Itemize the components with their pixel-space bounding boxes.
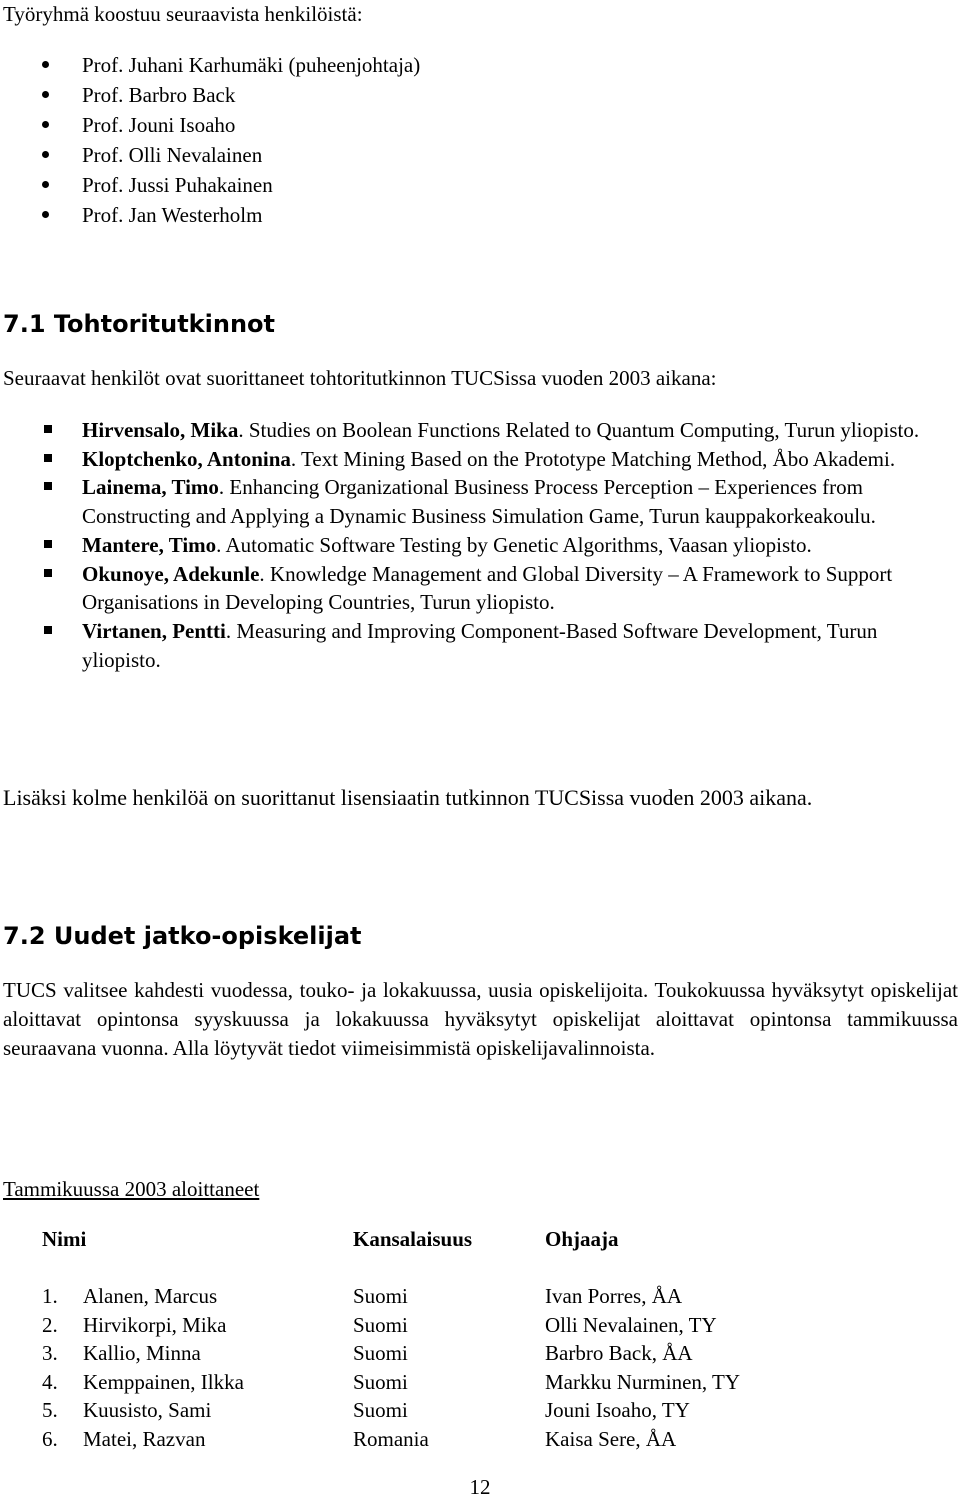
list-item: Prof. Olli Nevalainen bbox=[0, 140, 420, 170]
committee-intro: Työryhmä koostuu seuraavista henkilöistä: bbox=[3, 2, 363, 26]
square-bullet-icon bbox=[44, 454, 52, 462]
bullet-icon bbox=[42, 181, 49, 188]
section-heading: 7.1 Tohtoritutkinnot bbox=[3, 310, 276, 338]
bullet-icon bbox=[42, 91, 49, 98]
bullet-icon bbox=[42, 61, 49, 68]
square-bullet-icon bbox=[44, 482, 52, 490]
licentiate-paragraph: Lisäksi kolme henkilöä on suorittanut lisensiaatin tutkinnon TUCSissa vuoden 2003 aikana. bbox=[3, 785, 813, 810]
list-item bbox=[0, 560, 960, 617]
author-name: Hirvensalo, Mika bbox=[82, 418, 239, 442]
section-intro: Seuraavat henkilöt ovat suorittaneet tohtoritutkinnon TUCSissa vuoden 2003 aikana: bbox=[3, 366, 717, 390]
table-row: 3. Kallio, Minna Suomi Barbro Back, ÅA bbox=[42, 1341, 693, 1365]
body-paragraph: TUCS valitsee kahdesti vuodessa, touko- ja lokakuussa, uusia opiskelijoita. Toukokuussa hyväksytyt opiskelijat aloittavat opintonsa syyskuussa ja lokakuussa hyväksytyt opiskelijat aloittavat opintonsa tammikuussa seuraavana vuonna. Alla löytyvät tiedot viimeisimmistä opiskelijavalinnoista. bbox=[3, 978, 958, 1060]
list-item: Prof. Jan Westerholm bbox=[0, 200, 420, 230]
list-item bbox=[0, 531, 960, 560]
table-caption: Tammikuussa 2003 aloittaneet bbox=[3, 1177, 260, 1201]
thesis-title: . Automatic Software Testing by Genetic Algorithms, Vaasan yliopisto. bbox=[216, 532, 812, 557]
thesis-title: . Enhancing Organizational Business Process Perception – Experiences from Constructing and Applying a Dynamic Business Simulation Game, Turun kauppakorkeakoulu. bbox=[82, 475, 876, 529]
table-row: 5. Kuusisto, Sami Suomi Jouni Isoaho, TY bbox=[42, 1398, 690, 1422]
section-heading: 7.2 Uudet jatko-opiskelijat bbox=[3, 922, 362, 950]
thesis-list bbox=[0, 416, 960, 674]
square-bullet-icon bbox=[44, 425, 52, 433]
list-item: Prof. Jussi Puhakainen bbox=[0, 170, 420, 200]
list-item bbox=[0, 416, 960, 445]
list-item: Prof. Jouni Isoaho bbox=[0, 110, 420, 140]
column-header-nationality: Kansalaisuus bbox=[353, 1227, 473, 1251]
square-bullet-icon bbox=[44, 626, 52, 634]
table-row: 1. Alanen, Marcus Suomi Ivan Porres, ÅA bbox=[42, 1284, 683, 1308]
author-name: Mantere, Timo bbox=[82, 532, 217, 557]
author-name: Okunoye, Adekunle bbox=[82, 561, 260, 586]
bullet-icon bbox=[42, 211, 49, 218]
thesis-title: . Knowledge Management and Global Diversity – A Framework to Support Organisations in Developing Countries, Turun yliopisto. bbox=[82, 561, 893, 615]
list-item bbox=[0, 473, 960, 530]
thesis-title: . Measuring and Improving Component-Based Software Development, Turun yliopisto. bbox=[82, 618, 878, 672]
list-item bbox=[0, 617, 960, 674]
thesis-title: . Text Mining Based on the Prototype Matching Method, Åbo Akademi. bbox=[290, 446, 896, 471]
committee-list bbox=[0, 50, 420, 230]
bullet-icon bbox=[42, 151, 49, 158]
author-name: Kloptchenko, Antonina bbox=[82, 446, 291, 471]
square-bullet-icon bbox=[44, 540, 52, 548]
table-row: 6. Matei, Razvan Romania Kaisa Sere, ÅA bbox=[42, 1427, 677, 1451]
page-number: 12 bbox=[469, 1475, 491, 1499]
table-header-row bbox=[0, 1225, 960, 1254]
list-item: Prof. Barbro Back bbox=[0, 80, 420, 110]
thesis-title: . Studies on Boolean Functions Related to Quantum Computing, Turun yliopisto. bbox=[238, 418, 920, 442]
bullet-icon bbox=[42, 121, 49, 128]
author-name: Virtanen, Pentti bbox=[82, 618, 226, 643]
author-name: Lainema, Timo bbox=[82, 475, 219, 500]
square-bullet-icon bbox=[44, 569, 52, 577]
column-header-supervisor: Ohjaaja bbox=[545, 1227, 619, 1251]
list-item: Prof. Juhani Karhumäki (puheenjohtaja) bbox=[0, 50, 420, 80]
list-item bbox=[0, 445, 960, 474]
table-row: 4. Kemppainen, Ilkka Suomi Markku Nurminen, TY bbox=[42, 1370, 740, 1394]
column-header-name: Nimi bbox=[42, 1227, 87, 1251]
table-row: 2. Hirvikorpi, Mika Suomi Olli Nevalainen, TY bbox=[42, 1313, 717, 1337]
